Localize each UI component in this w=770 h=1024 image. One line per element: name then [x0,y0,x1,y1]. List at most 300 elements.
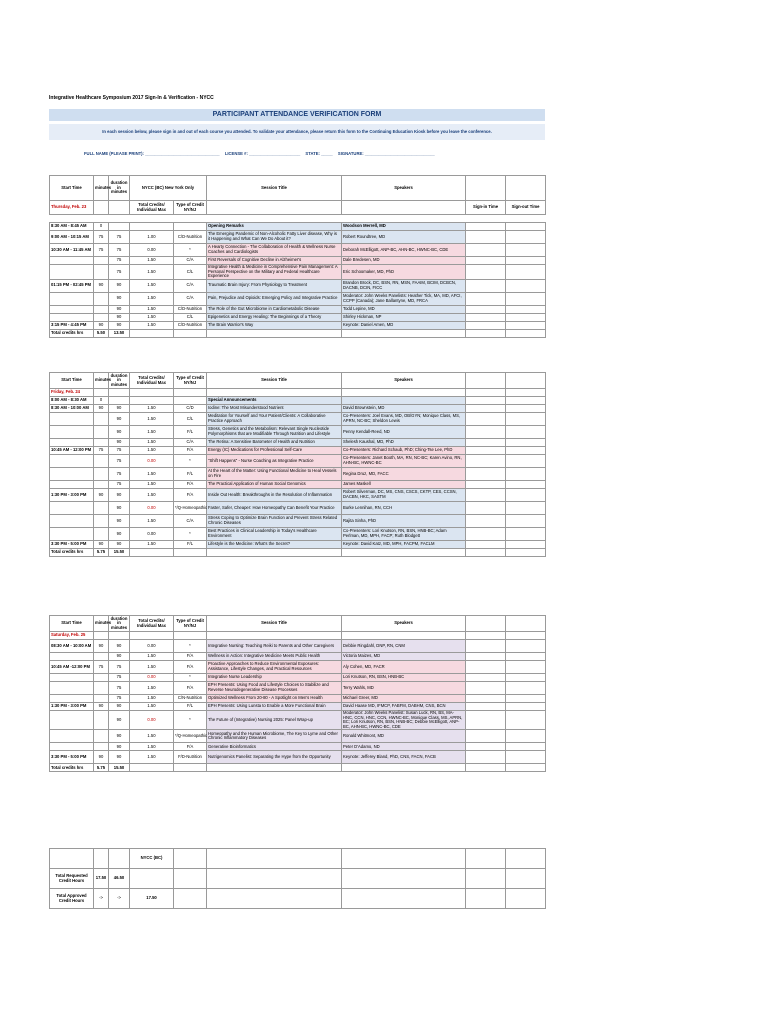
license-field[interactable]: LICENSE #: ______________________ [224,151,301,156]
sign-in-cell[interactable] [466,426,506,439]
session-minutes [94,528,109,541]
session-speakers: Burke Lennihan, RN, CCH [342,502,466,515]
form-title: PARTICIPANT ATTENDANCE VERIFICATION FORM [49,109,545,121]
session-credits: 1.50 [130,413,174,426]
session-time: 10:45 AM - 12:00 PM [50,447,94,455]
session-minutes [94,426,109,439]
header-minutes: minutes [94,176,109,201]
sign-in-cell[interactable] [466,489,506,502]
sign-in-cell[interactable] [466,313,506,321]
session-credit-type: F/L [174,468,207,481]
session-duration: 90 [109,502,130,515]
sign-in-cell[interactable] [466,515,506,528]
session-credits: 0.00 [130,244,174,257]
session-credit-type: * [174,528,207,541]
session-speakers: Aly Cohen, MD, FACR [342,661,466,674]
session-duration: 90 [109,730,130,743]
session-minutes: 90 [94,489,109,502]
table-row [50,711,546,730]
session-speakers: Lori Knutson, RN, BSN, HNB-BC [342,674,466,682]
sign-in-cell[interactable] [466,447,506,455]
session-title: Homeopathy and the Human Microbiome, The Key to Lyme and Other Chronic Inflammatory Diseases [207,730,342,743]
header-session-title: Session Title [207,373,342,389]
sign-out-cell[interactable] [506,502,546,515]
session-duration: 90 [109,405,130,413]
total-credits-b: 15.50 [109,764,130,772]
total-credits-a: 5.75 [94,549,109,557]
session-time [50,481,94,489]
session-speakers: Rajita Sinha, PhD [342,515,466,528]
session-speakers: Shelesh Kaushal, MD, PhD [342,439,466,447]
sign-out-cell[interactable] [506,426,546,439]
session-credits: 1.50 [130,447,174,455]
session-duration: 75 [109,257,130,265]
sign-out-cell[interactable] [506,515,546,528]
session-credits: 1.50 [130,426,174,439]
session-credits: 1.00 [130,231,174,244]
session-time [50,292,94,305]
total-approved-a: -> [94,889,109,909]
header-credit-type: Type of Credit NY/NJ [174,373,207,389]
sign-in-cell[interactable] [466,279,506,292]
session-time [50,711,94,730]
session-title: EPH Presents: Using Food and Lifestyle Choices to Stabilize and Reverse Neurodegenerative Disease Processes [207,682,342,695]
session-credits: 1.50 [130,703,174,711]
sign-out-cell[interactable] [506,313,546,321]
table-row [50,695,546,703]
sign-in-cell[interactable] [466,455,506,468]
session-speakers: Keynote: David Katz, MD, MPH, FACPM, FACLM [342,541,466,549]
sign-out-cell[interactable] [506,265,546,280]
total-requested-a: 17.50 [94,869,109,889]
sign-out-cell[interactable] [506,661,546,674]
table-row [50,730,546,743]
session-credits: 1.50 [130,439,174,447]
session-speakers: Robert Silverman, DC, MS, CNS, CSCS, CKTP, CES, CCSN, DACBN, HKC, SASTM [342,489,466,502]
session-title: Integrative Nurse Leadership [207,674,342,682]
session-title: Optimized Wellness From 20-80 - A Spotlight on Men's Health [207,695,342,703]
session-speakers: Shirley Hickman, NP [342,313,466,321]
session-credit-type: * [174,711,207,730]
session-credit-type: F/A [174,447,207,455]
session-minutes [94,695,109,703]
sign-out-cell[interactable] [506,653,546,661]
session-duration: 75 [109,468,130,481]
session-time [50,515,94,528]
session-title: Meditation for Yourself and Your Patient/Clients: A Collaborative Practice Approach [207,413,342,426]
sign-in-cell[interactable] [466,695,506,703]
sign-out-cell[interactable] [506,321,546,329]
sign-out-cell[interactable] [506,447,546,455]
sign-in-cell[interactable] [466,703,506,711]
sign-out-cell[interactable] [506,413,546,426]
session-speakers: Keynote: Daniel Amen, MD [342,321,466,329]
session-duration: 75 [109,447,130,455]
document-header: Integrative Healthcare Symposium 2017 Sign-In & Verification - NYCC [49,95,214,101]
session-speakers: Moderator: John Weeks Panelist: Susan Luck, RN, BS, MA-HNC, CCN, HNC, CCN, HWNC-BC, Monique Class, MS, APRN, BC; Lori Knutson, RN, BSN, HNB-BC; Debbie McElligott, ANP-BC, AHN-BC, HWNC-BC, CDE [342,711,466,730]
session-minutes [94,413,109,426]
session-credit-type: C/D-Nutrition [174,321,207,329]
table-row [50,640,546,653]
session-speakers: Co-Presenters: Lori Knutson, RN, BSN, HNB-BC; Adam Perlman, MD, MPH, FACP; Ruth Blodgett [342,528,466,541]
sign-in-cell[interactable] [466,640,506,653]
session-minutes [94,257,109,265]
session-duration: 75 [109,481,130,489]
session-minutes [94,653,109,661]
session-credit-type: F/D-Nutrition [174,751,207,764]
session-title: Wellness in Action: Integrative Medicine Meets Public Health [207,653,342,661]
session-duration: 90 [109,515,130,528]
sign-in-cell[interactable] [466,751,506,764]
sign-out-cell[interactable] [506,439,546,447]
header-credit-type: Type of Credit NY/NJ [174,201,207,215]
sign-in-cell[interactable] [466,743,506,751]
sign-in-cell[interactable] [466,439,506,447]
sign-in-cell[interactable] [466,653,506,661]
sign-out-cell[interactable] [506,528,546,541]
sign-in-cell[interactable] [466,305,506,313]
session-credit-type: C/D-Nutrition [174,305,207,313]
table-row [50,397,546,405]
header-duration: duration in minutes [109,616,130,632]
session-duration: 90 [109,489,130,502]
session-minutes [94,455,109,468]
sign-out-cell[interactable] [506,481,546,489]
full-name-field[interactable]: FULL NAME (PLEASE PRINT): ________________________________ [84,151,220,156]
session-speakers: Debbie Ringdahl, DNP, RN, CNM [342,640,466,653]
sign-out-cell[interactable] [506,244,546,257]
session-title: Opening Remarks [207,223,342,231]
session-credits [130,223,174,231]
session-time [50,695,94,703]
session-credits: 1.50 [130,265,174,280]
sign-out-cell[interactable] [506,703,546,711]
day3-label: Saturday, Feb. 25 [50,632,94,640]
session-duration: 90 [109,321,130,329]
session-credit-type: C/D-Nutrition [174,231,207,244]
sign-in-cell[interactable] [466,397,506,405]
session-duration [109,397,130,405]
session-minutes: 90 [94,703,109,711]
header-session-title: Session Title [207,176,342,201]
sign-out-cell[interactable] [506,257,546,265]
session-minutes: 90 [94,751,109,764]
sign-in-cell[interactable] [466,730,506,743]
session-title: Energy (IC) Medications for Professional Self-Care [207,447,342,455]
session-credits: 1.50 [130,292,174,305]
signature-field[interactable]: SIGNATURE: ______________________________ [337,151,435,156]
total-requested-b: 46.50 [109,869,130,889]
total-approved-b: -> [109,889,130,909]
header-credit-type: Type of Credit NY/NJ [174,616,207,632]
total-credits-label: Total credits hrs [50,329,94,337]
sign-out-cell[interactable] [506,489,546,502]
sign-in-cell[interactable] [466,223,506,231]
session-credit-type: F/A [174,653,207,661]
total-approved-c: 17.50 [130,889,174,909]
session-minutes [94,515,109,528]
table-row [50,439,546,447]
session-duration: 90 [109,292,130,305]
session-minutes [94,468,109,481]
sign-out-cell[interactable] [506,541,546,549]
header-start-time: Start Time [50,176,94,201]
session-time [50,653,94,661]
session-speakers: Michael Greer, MD [342,695,466,703]
session-speakers: Todd Lepine, MD [342,305,466,313]
sign-in-cell[interactable] [466,321,506,329]
sign-out-cell[interactable] [506,231,546,244]
session-credit-type: C/L [174,313,207,321]
session-credits: 0.00 [130,674,174,682]
table-row [50,489,546,502]
session-time [50,439,94,447]
session-title: Best Practices in Clinical Leadership in Today's Healthcare Environment [207,528,342,541]
session-time [50,730,94,743]
session-credit-type: C/N-Nutrition [174,695,207,703]
session-speakers: Deborah McElligott, ANP-BC, AHN-BC, HWNC-BC, CDE [342,244,466,257]
session-credit-type: F/L [174,703,207,711]
table-row [50,447,546,455]
sign-in-cell[interactable] [466,711,506,730]
session-credits: 1.50 [130,489,174,502]
session-credits: 1.50 [130,730,174,743]
session-minutes [94,682,109,695]
sign-in-cell[interactable] [466,682,506,695]
session-duration: 90 [109,313,130,321]
sign-in-cell[interactable] [466,528,506,541]
session-title: Traumatic Brain Injury: From Physiology to Treatment [207,279,342,292]
session-speakers: Peter D'Adamo, ND [342,743,466,751]
participant-fields [84,151,439,156]
session-credit-type: C/A [174,279,207,292]
session-title: The Practical Application of Human Social Genomics [207,481,342,489]
session-title: Nutrigenomics Panelist: Separating the Hype from the Opportunity [207,751,342,764]
session-time [50,743,94,751]
session-duration: 75 [109,695,130,703]
session-credit-type: F/A [174,481,207,489]
session-duration: 75 [109,265,130,280]
sign-out-cell[interactable] [506,743,546,751]
table-row [50,481,546,489]
session-speakers: Dale Bredesen, MD [342,257,466,265]
session-minutes: 90 [94,405,109,413]
session-credit-type: */Q-Homeopathic [174,502,207,515]
state-field[interactable]: STATE: _____ [305,151,333,156]
sign-out-cell[interactable] [506,405,546,413]
session-title: Integrative Health & Medicine in Comprehensive Pain Management: A Personal Perspective on the Military and Federal Healthcare Experience [207,265,342,280]
sign-in-cell[interactable] [466,231,506,244]
session-speakers: Terry Wahls, MD [342,682,466,695]
sign-in-cell[interactable] [466,481,506,489]
day2-label: Friday, Feb. 24 [50,389,94,397]
session-time: 08:30 AM - 10:00 AM [50,640,94,653]
sign-out-cell[interactable] [506,223,546,231]
session-time: 3:30 PM - 5:00 PM [50,751,94,764]
session-minutes [94,292,109,305]
sign-in-cell[interactable] [466,413,506,426]
session-credits: 1.50 [130,468,174,481]
session-minutes: 90 [94,279,109,292]
session-minutes [94,305,109,313]
sign-out-cell[interactable] [506,279,546,292]
session-title: Lifestyle is the Medicine: What's the Secret? [207,541,342,549]
session-title: Integrative Nursing: Teaching Reiki to Parents and Other Caregivers [207,640,342,653]
session-minutes [94,265,109,280]
session-credit-type: F/A [174,682,207,695]
session-credit-type: F/A [174,661,207,674]
session-title: Proactive Approaches to Reduce Environmental Exposures: Assistance, Lifestyle Changes, and Practical Resources [207,661,342,674]
sign-in-cell[interactable] [466,468,506,481]
session-credit-type: C/A [174,292,207,305]
session-time: 8:00 AM - 8:30 AM [50,397,94,405]
sign-out-cell[interactable] [506,468,546,481]
header-minutes: minutes [94,373,109,389]
table-row [50,305,546,313]
table-row [50,502,546,515]
session-duration: 75 [109,674,130,682]
header-speakers: Speakers [342,616,466,632]
session-speakers: Ronald Whitmont, MD [342,730,466,743]
session-duration: 90 [109,541,130,549]
session-time [50,426,94,439]
sign-out-cell[interactable] [506,682,546,695]
session-time: 10:45 AM -12:00 PM [50,661,94,674]
table-row [50,455,546,468]
session-time: 3:15 PM - 4:45 PM [50,321,94,329]
sign-out-cell[interactable] [506,397,546,405]
column-header-day1 [49,175,546,215]
table-row [50,223,546,231]
session-time [50,265,94,280]
header-start-time: Start Time [50,616,94,632]
session-minutes [94,743,109,751]
table-row [50,313,546,321]
sign-out-cell[interactable] [506,674,546,682]
session-duration: 90 [109,426,130,439]
header-credits: Total Credits/ Individual Max [130,616,174,632]
session-credits: 1.50 [130,751,174,764]
sign-in-cell[interactable] [466,405,506,413]
session-time: 8:30 AM - 10:00 AM [50,405,94,413]
session-credit-type: C/A [174,515,207,528]
table-row [50,528,546,541]
session-credits: 1.50 [130,481,174,489]
table-row [50,279,546,292]
session-credit-type: F/A [174,489,207,502]
table-row [50,321,546,329]
session-duration: 90 [109,413,130,426]
session-credit-type: F/A [174,743,207,751]
session-duration: 90 [109,743,130,751]
sign-in-cell[interactable] [466,502,506,515]
session-time [50,502,94,515]
session-speakers: Robert Roundtree, MD [342,231,466,244]
header-speakers: Speakers [342,373,466,389]
session-credits: 1.50 [130,305,174,313]
sign-out-cell[interactable] [506,711,546,730]
session-time: 9:00 AM - 10:15 AM [50,231,94,244]
session-duration: 90 [109,305,130,313]
sign-in-cell[interactable] [466,674,506,682]
session-speakers: Brandon Brock, DC, BSN, RN, MSN, FAAIM, BCIM, DCBCN, DACNB, DCIN, FICC [342,279,466,292]
sign-out-cell[interactable] [506,640,546,653]
sign-in-cell[interactable] [466,541,506,549]
session-credit-type: C/L [174,413,207,426]
session-credit-type: F/L [174,541,207,549]
session-credits: 1.50 [130,653,174,661]
header-nycc: NYCC (BC) New York Only [130,176,207,201]
session-minutes [94,481,109,489]
sign-out-cell[interactable] [506,730,546,743]
session-speakers: Regina Druz, MD, FACC [342,468,466,481]
session-minutes [94,730,109,743]
sign-in-cell[interactable] [466,244,506,257]
session-credits: 1.50 [130,695,174,703]
session-minutes: 75 [94,231,109,244]
total-credits-a: 5.50 [94,329,109,337]
session-credit-type: C/A [174,439,207,447]
session-title: Generative Bioinformatics [207,743,342,751]
session-minutes [94,711,109,730]
sign-in-cell[interactable] [466,661,506,674]
session-speakers: Moderator: John Weeks Panelists: Heather Tick, MA, MD, AFCI, CCPP (Canada); Jane Ballantyne, MD, FRCA [342,292,466,305]
sign-in-cell[interactable] [466,292,506,305]
session-speakers: James Maskell [342,481,466,489]
session-time: 8:30 AM - 8:45 AM [50,223,94,231]
sign-out-cell[interactable] [506,455,546,468]
sign-in-cell[interactable] [466,265,506,280]
header-sign-out: Sign-out Time [506,201,546,215]
table-row [50,515,546,528]
session-title: Faster, Safer, Cheaper: How Homeopathy Can Benefit Your Practice [207,502,342,515]
session-speakers: David Haase MD, IFMCP, FABFM, DABHM, CNS, BCN [342,703,466,711]
session-minutes: 90 [94,541,109,549]
table-row [50,292,546,305]
session-time [50,674,94,682]
session-duration: 90 [109,703,130,711]
session-duration: 75 [109,231,130,244]
session-minutes: 75 [94,447,109,455]
session-time [50,413,94,426]
table-row [50,661,546,674]
sign-out-cell[interactable] [506,292,546,305]
table-row [50,413,546,426]
session-speakers: Co-Presenters: Joel Evans, MD, OB/GYN; Monique Class, MS, APRN, NC-BC; Sheldon Lewis [342,413,466,426]
day2-schedule [49,372,546,557]
day1-schedule [49,222,546,338]
session-credit-type: * [174,674,207,682]
session-credits: 0.00 [130,502,174,515]
session-credit-type [174,397,207,405]
session-duration: 90 [109,751,130,764]
session-time [50,682,94,695]
sign-out-cell[interactable] [506,305,546,313]
table-row [50,682,546,695]
session-credits: 0.00 [130,711,174,730]
table-row [50,751,546,764]
table-row [50,674,546,682]
session-title: The Role of the Gut Microbiome in Cardiometabolic Disease [207,305,342,313]
sign-out-cell[interactable] [506,751,546,764]
session-credit-type: */Q-Homeopathic [174,730,207,743]
sign-out-cell[interactable] [506,695,546,703]
session-title: Pain, Prejudice and Opioids: Emerging Policy and Integrative Practice [207,292,342,305]
table-row [50,405,546,413]
sign-in-cell[interactable] [466,257,506,265]
session-credits: 1.50 [130,279,174,292]
session-title: The Brain Warrior's Way [207,321,342,329]
